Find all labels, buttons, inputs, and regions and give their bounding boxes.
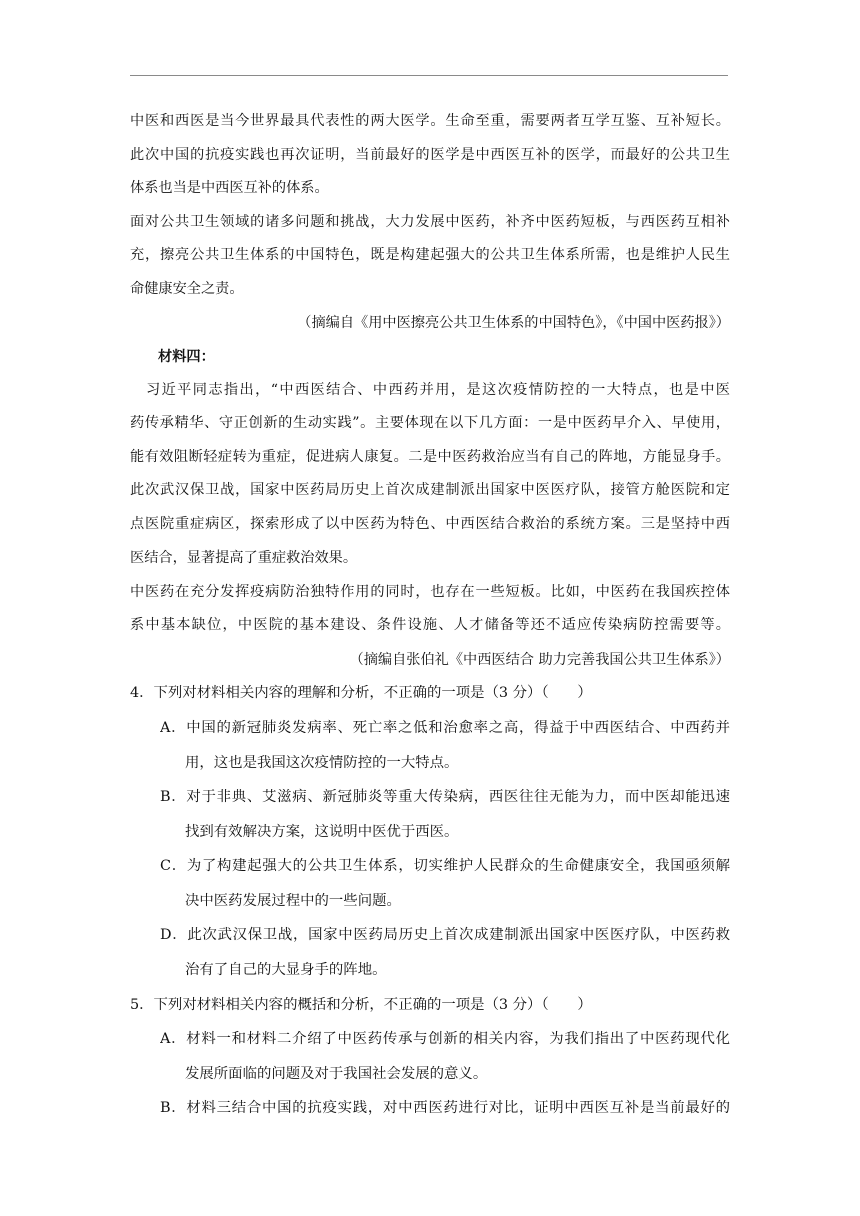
question-5-option-a: A．材料一和材料二介绍了中医药传承与创新的相关内容，为我们指出了中医药现代化 — [160, 1031, 730, 1047]
material4-heading: 材料四： — [158, 349, 215, 365]
question-4-option-a: A．中国的新冠肺炎发病率、死亡率之低和治愈率之高，得益于中西医结合、中西药并 — [160, 720, 730, 736]
material3-line-2: 此次中国的抗疫实践也再次证明，当前最好的医学是中西医互补的医学，而最好的公共卫生 — [130, 147, 730, 163]
header-rule — [130, 75, 728, 76]
question-5-stem: 5．下列对材料相关内容的概括和分析，不正确的一项是（3 分）（ ） — [130, 997, 592, 1013]
material4-line-3: 能有效阻断轻症转为重症，促进病人康复。二是中医药救治应当有自己的阵地，方能显身手。 — [130, 449, 730, 465]
question-4-stem: 4．下列对材料相关内容的理解和分析，不正确的一项是（3 分）（ ） — [130, 685, 592, 701]
question-5-option-b: B．材料三结合中国的抗疫实践，对中西医药进行对比，证明中西医互补是当前最好的 — [160, 1100, 730, 1116]
material3-line-1: 中医和西医是当今世界最具代表性的两大医学。生命至重，需要两者互学互鉴、互补短长。 — [130, 113, 730, 129]
material4-source: （摘编自张伯礼《中西医结合 助力完善我国公共卫生体系》） — [349, 652, 730, 668]
material4-line-8: 系中基本缺位，中医院的基本建设、条件设施、人才储备等还不适应传染病防控需要等。 — [130, 617, 730, 633]
material3-source: （摘编自《用中医擦亮公共卫生体系的中国特色》，《中国中医药报》） — [297, 315, 730, 331]
material3-line-4: 面对公共卫生领域的诸多问题和挑战，大力发展中医药，补齐中医药短板，与西医药互相补 — [130, 214, 730, 230]
question-4-option-d-cont: 治有了自己的大显身手的阵地。 — [185, 962, 387, 978]
question-4-option-b-cont: 找到有效解决方案，这说明中医优于西医。 — [185, 824, 459, 840]
question-4-option-d: D．此次武汉保卫战，国家中医药局历史上首次成建制派出国家中医医疗队，中医药救 — [160, 927, 730, 943]
question-4-option-c: C．为了构建起强大的公共卫生体系，切实维护人民群众的生命健康安全，我国亟须解 — [160, 858, 730, 874]
question-4-option-b: B．对于非典、艾滋病、新冠肺炎等重大传染病，西医往往无能为力，而中医却能迅速 — [160, 789, 730, 805]
question-4-option-a-cont: 用，这也是我国这次疫情防控的一大特点。 — [185, 755, 459, 771]
material4-line-7: 中医药在充分发挥疫病防治独特作用的同时，也存在一些短板。比如，中医药在我国疾控体 — [130, 584, 730, 600]
material3-line-5: 充，擦亮公共卫生体系的中国特色，既是构建起强大的公共卫生体系所需，也是维护人民生 — [130, 247, 730, 263]
material3-line-3: 体系也当是中西医互补的体系。 — [130, 180, 329, 196]
material4-line-6: 医结合，显著提高了重症救治效果。 — [130, 550, 358, 566]
question-4-option-c-cont: 决中医药发展过程中的一些问题。 — [185, 893, 401, 909]
material4-line-2: 药传承精华、守正创新的生动实践”。主要体现在以下几方面：一是中医药早介入、早使用， — [130, 415, 730, 431]
material3-line-6: 命健康安全之责。 — [130, 281, 244, 297]
material4-line-4: 此次武汉保卫战，国家中医药局历史上首次成建制派出国家中医医疗队，接管方舱医院和定 — [130, 482, 730, 498]
question-5-option-a-cont: 发展所面临的问题及对于我国社会发展的意义。 — [185, 1066, 488, 1082]
material4-line-1: 习近平同志指出，“中西医结合、中西药并用，是这次疫情防控的一大特点，也是中医 — [146, 382, 730, 398]
material4-line-5: 点医院重症病区，探索形成了以中医药为特色、中西医结合救治的系统方案。三是坚持中西 — [130, 516, 730, 532]
